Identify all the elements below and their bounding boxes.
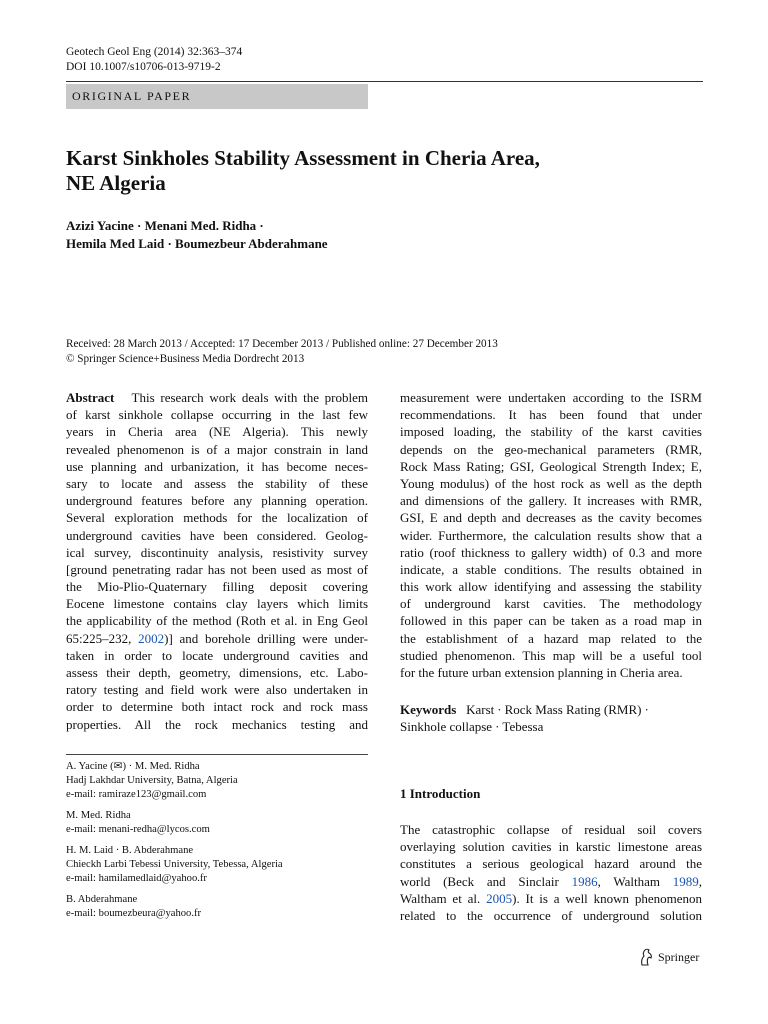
paper-title	[66, 146, 626, 196]
abstract-line: revealed phenomenon is of a major constrain in land	[66, 441, 368, 457]
affiliation-block	[66, 809, 283, 837]
abstract-line: of karst sinkhole collapse occurring in the last few	[66, 407, 368, 423]
abstract-line	[66, 630, 368, 647]
affiliations	[66, 760, 283, 928]
abstract-first-line: This research work deals with the problem	[131, 390, 368, 405]
text-fragment: world (Beck and Sinclair	[400, 873, 572, 889]
abstract-line: ratory testing and field work were also undertaken in	[66, 682, 368, 698]
keyword: Karst	[466, 702, 495, 717]
intro-line: overlaying solution cavities in karstic limestone areas	[400, 839, 702, 855]
affiliation-block	[66, 844, 283, 886]
affiliation-email[interactable]: e-mail: boumezbeura@yahoo.fr	[66, 908, 202, 919]
abstract-line: ratio (roof thickness to gallery width) of 0.3 and more	[400, 544, 702, 560]
abstract-line: [ground penetrating radar has not been used as most of	[66, 561, 368, 577]
abstract-line: order to determine both intact rock and rock mass	[66, 699, 368, 715]
text-fragment: ). It is a well known phenomenon	[512, 890, 702, 906]
abstract-label: Abstract	[66, 390, 115, 405]
abstract-line: the establishment of a hazard map related to the	[400, 630, 702, 646]
keyword-separator: ·	[644, 702, 649, 717]
abstract-line: years in Cheria area (NE Algeria). This newly	[66, 424, 368, 440]
affiliation-address: Hadj Lakhdar University, Batna, Algeria	[66, 775, 238, 786]
abstract-line: Several exploration methods for the localization of	[66, 510, 368, 526]
intro-line	[400, 890, 702, 907]
author-line: Azizi Yacine · Menani Med. Ridha ·	[66, 218, 264, 233]
abstract-line: indicate, a stable conditions. The results obtained in	[400, 561, 702, 577]
intro-line: constitutes a serious geological hazard around the	[400, 856, 702, 872]
keyword-separator: ·	[497, 702, 502, 717]
text-fragment: ,	[698, 873, 702, 889]
abstract-line: Young modulus) of the host rock as well as the depth	[400, 475, 702, 491]
affiliation-names: B. Abderahmane	[66, 894, 138, 905]
abstract-line: imposed loading, the stability of the karst cavities	[400, 424, 702, 440]
copyright: © Springer Science+Business Media Dordrecht 2013	[66, 353, 305, 365]
keywords-line	[400, 701, 702, 718]
abstract-line: assess their depth, geometry, dimensions, etc. Labo-	[66, 665, 368, 680]
affiliation-email[interactable]: e-mail: ramiraze123@gmail.com	[66, 789, 207, 800]
author-line: Hemila Med Laid · Boumezbeur Abderahmane	[66, 236, 328, 251]
publisher-name: Springer	[658, 949, 700, 964]
publisher-mark	[638, 948, 699, 966]
abstract-line: studied phenomenon. This map will be a useful tool	[400, 647, 702, 663]
abstract-line: sary to locate and assess the stability of these	[66, 475, 368, 491]
affiliation-address: Chieckh Larbi Tebessi University, Tebessa, Algeria	[66, 859, 283, 870]
abstract-line: the applicability of the method (Roth et al. in Eng Geol	[66, 613, 368, 629]
abstract-line: underground features before any planning operation.	[66, 493, 368, 509]
citation-link[interactable]: 1986	[571, 873, 598, 889]
affiliation-names: H. M. Laid · B. Abderahmane	[66, 845, 194, 856]
paper-type-banner: ORIGINAL PAPER	[66, 84, 368, 109]
text-fragment: )] and borehole drilling were under-	[164, 630, 368, 646]
section-heading: 1 Introduction	[400, 786, 481, 801]
abstract-line: Eocene limestone contains clay layers which limits	[66, 596, 368, 612]
abstract-line: this work allow identifying and assessing the stability	[400, 579, 702, 595]
date-history: Received: 28 March 2013 / Accepted: 17 December 2013 / Published online: 27 December 2013	[66, 338, 498, 350]
intro-line	[400, 873, 702, 890]
affiliation-email[interactable]: e-mail: hamilamedlaid@yahoo.fr	[66, 873, 207, 884]
text-fragment: , Waltham	[597, 873, 673, 889]
keywords-line	[400, 718, 702, 735]
abstract-line: properties. All the rock mechanics testing and	[66, 716, 368, 732]
affiliation-rule	[66, 754, 368, 755]
affiliation-block	[66, 760, 283, 802]
springer-horse-icon	[638, 948, 654, 966]
keyword: Sinkhole collapse	[400, 719, 493, 735]
abstract-line: the Mio-Plio-Quaternary filling deposit covering	[66, 579, 368, 595]
abstract-line: for the future urban extension planning in Cheria area.	[400, 665, 683, 680]
keywords-label: Keywords	[400, 702, 457, 717]
abstract-right-column	[400, 389, 702, 681]
affiliation-names: A. Yacine (✉) · M. Med. Ridha	[66, 761, 200, 772]
abstract-line: underground cavities have been considered. Geolog-	[66, 527, 368, 543]
affiliation-names: M. Med. Ridha	[66, 810, 131, 821]
abstract-line: of underground karst cavities. The methodology	[400, 596, 702, 612]
abstract-line: depends on the geo-mechanical parameters (RMR,	[400, 441, 702, 457]
affiliation-email[interactable]: e-mail: menani-redha@lycos.com	[66, 824, 210, 835]
abstract-line: measurement were undertaken according to the ISRM	[400, 390, 702, 405]
intro-line: The catastrophic collapse of residual soil covers	[400, 822, 702, 837]
abstract-line: and dimensions of the gallery. It increases with RMR,	[400, 493, 702, 509]
citation-link[interactable]: 2005	[486, 890, 513, 906]
keyword: Rock Mass Rating (RMR)	[504, 702, 642, 717]
header-rule	[66, 81, 703, 82]
text-fragment: Waltham et al.	[400, 890, 487, 906]
author-list	[66, 217, 328, 253]
abstract-line: taken in order to locate underground cavities and	[66, 647, 368, 663]
abstract-left-column	[66, 389, 368, 733]
text-fragment: 65:225–232,	[66, 630, 139, 646]
title-line: Karst Sinkholes Stability Assessment in Cheria Area,	[66, 146, 540, 170]
introduction-body	[400, 821, 702, 924]
publication-dates	[66, 337, 498, 367]
title-line: NE Algeria	[66, 171, 166, 195]
keyword: Tebessa	[502, 719, 544, 735]
doi: DOI 10.1007/s10706-013-9719-2	[66, 61, 221, 73]
keyword-separator: ·	[495, 719, 500, 735]
intro-line: related to the occurrence of underground solution	[400, 907, 702, 923]
abstract-line: recommendations. It has been found that under	[400, 407, 702, 423]
citation-link[interactable]: 2002	[138, 630, 165, 646]
abstract-line: followed in this paper can be taken as a road map in	[400, 613, 702, 629]
abstract-line	[66, 389, 368, 406]
affiliation-block	[66, 893, 283, 921]
keywords	[400, 701, 702, 735]
journal-reference: Geotech Geol Eng (2014) 32:363–374	[66, 46, 243, 58]
abstract-line: ical survey, discontinuity analysis, resistivity survey	[66, 544, 368, 560]
abstract-line: wider. Furthermore, the calculation results show that a	[400, 527, 702, 543]
abstract-line: GSI, E and depth and decreases as the cavity becomes	[400, 510, 702, 526]
abstract-line: use planning and urbanization, it has become neces-	[66, 458, 368, 474]
abstract-line: Rock Mass Rating; GSI, Geological Strength Index; E,	[400, 458, 702, 474]
citation-link[interactable]: 1989	[672, 873, 699, 889]
